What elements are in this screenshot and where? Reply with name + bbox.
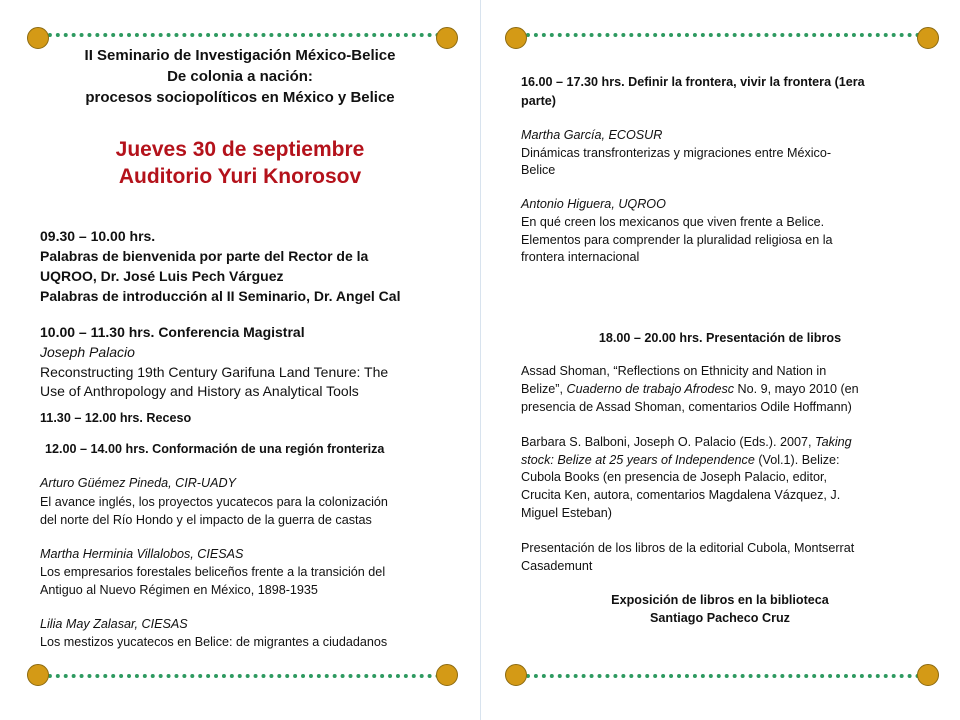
session-detail: Palabras de introducción al II Seminario, Dr. Angel Cal — [40, 288, 401, 304]
book-entry-text: No. 9, mayo 2010 (en — [734, 382, 859, 396]
book-entry-text: Belize”, — [521, 382, 567, 396]
session-time: 12.00 – 14.00 hrs. Conformación de una región fronteriza — [45, 442, 385, 456]
speaker-name: Martha García, ECOSUR — [521, 128, 663, 142]
book-entry: Presentación de los libros de la editorial Cubola, Montserrat — [521, 541, 855, 555]
talk-title: El avance inglés, los proyectos yucatecos para la colonización — [40, 495, 388, 509]
bottom-right-dotted-border — [518, 674, 928, 678]
talk-title: Use of Anthropology and History as Analytical Tools — [40, 383, 359, 399]
ornament-dot — [27, 664, 49, 686]
top-right-dotted-border — [518, 33, 928, 37]
book-entry-text: (Vol.1). Belize: — [754, 453, 840, 467]
talk-title: del norte del Río Hondo y el impacto de la guerra de castas — [40, 513, 372, 527]
speaker-name: Arturo Güémez Pineda, CIR-UADY — [40, 476, 236, 490]
session-time: 10.00 – 11.30 hrs. Conferencia Magistral — [40, 324, 305, 340]
speaker-name: Antonio Higuera, UQROO — [521, 197, 666, 211]
ornament-dot — [505, 27, 527, 49]
book-entry — [521, 452, 840, 469]
session-time: 11.30 – 12.00 hrs. Receso — [40, 411, 192, 425]
event-venue: Auditorio Yuri Knorosov — [118, 165, 362, 188]
book-title: Taking — [815, 435, 852, 449]
speaker-name: Lilia May Zalasar, CIESAS — [40, 617, 188, 631]
book-entry — [521, 434, 852, 451]
exhibition-location: Santiago Pacheco Cruz — [650, 611, 790, 625]
session-detail: UQROO, Dr. José Luis Pech Várguez — [40, 268, 284, 284]
talk-title: Antiguo al Nuevo Régimen en México, 1898-1935 — [40, 583, 318, 597]
talk-title: frontera internacional — [521, 250, 640, 264]
session-time: 18.00 – 20.00 hrs. Presentación de libros — [598, 331, 842, 345]
ornament-dot — [917, 664, 939, 686]
talk-title: Reconstructing 19th Century Garifuna Land Tenure: The — [40, 364, 389, 380]
session-detail: Palabras de bienvenida por parte del Rector de la — [40, 248, 369, 264]
ornament-dot — [917, 27, 939, 49]
book-entry: Crucita Ken, autora, comentarios Magdalena Vázquez, J. — [521, 488, 841, 502]
ornament-dot — [436, 664, 458, 686]
book-title: Cuaderno de trabajo Afrodesc — [566, 382, 735, 396]
ornament-dot — [505, 664, 527, 686]
event-date: Jueves 30 de septiembre — [115, 138, 365, 161]
seminar-title-line2: De colonia a nación: — [167, 68, 313, 85]
book-entry: Miguel Esteban) — [521, 506, 613, 520]
talk-title: Belice — [521, 163, 556, 177]
book-entry: Cubola Books (en presencia de Joseph Palacio, editor, — [521, 470, 827, 484]
center-divider — [480, 0, 481, 720]
book-entry — [521, 381, 859, 398]
talk-title: En qué creen los mexicanos que viven frente a Belice. — [521, 215, 825, 229]
book-title: stock: Belize at 25 years of Independence — [521, 453, 755, 467]
book-entry: Assad Shoman, “Reflections on Ethnicity and Nation in — [521, 364, 827, 378]
talk-title: Elementos para comprender la pluralidad religiosa en la — [521, 233, 833, 247]
book-entry: presencia de Assad Shoman, comentarios Odile Hoffmann) — [521, 400, 852, 414]
book-entry: Casademunt — [521, 559, 593, 573]
session-time: 16.00 – 17.30 hrs. Definir la frontera, vivir la frontera (1era — [521, 75, 865, 89]
session-time: 09.30 – 10.00 hrs. — [40, 228, 156, 244]
exhibition-title: Exposición de libros en la biblioteca — [611, 593, 829, 607]
seminar-title-line1: II Seminario de Investigación México-Belice — [84, 47, 396, 64]
speaker-name: Martha Herminia Villalobos, CIESAS — [40, 547, 244, 561]
speaker-name: Joseph Palacio — [40, 344, 135, 360]
talk-title: Dinámicas transfronterizas y migraciones entre México- — [521, 146, 832, 160]
top-left-dotted-border — [40, 33, 440, 37]
talk-title: Los empresarios forestales beliceños frente a la transición del — [40, 565, 386, 579]
session-time: parte) — [521, 94, 556, 108]
talk-title: Los mestizos yucatecos en Belice: de migrantes a ciudadanos — [40, 635, 388, 649]
seminar-title-line3: procesos sociopolíticos en México y Belice — [85, 89, 395, 106]
book-entry-text: Barbara S. Balboni, Joseph O. Palacio (Eds.). 2007, — [521, 435, 816, 449]
bottom-left-dotted-border — [40, 674, 440, 678]
